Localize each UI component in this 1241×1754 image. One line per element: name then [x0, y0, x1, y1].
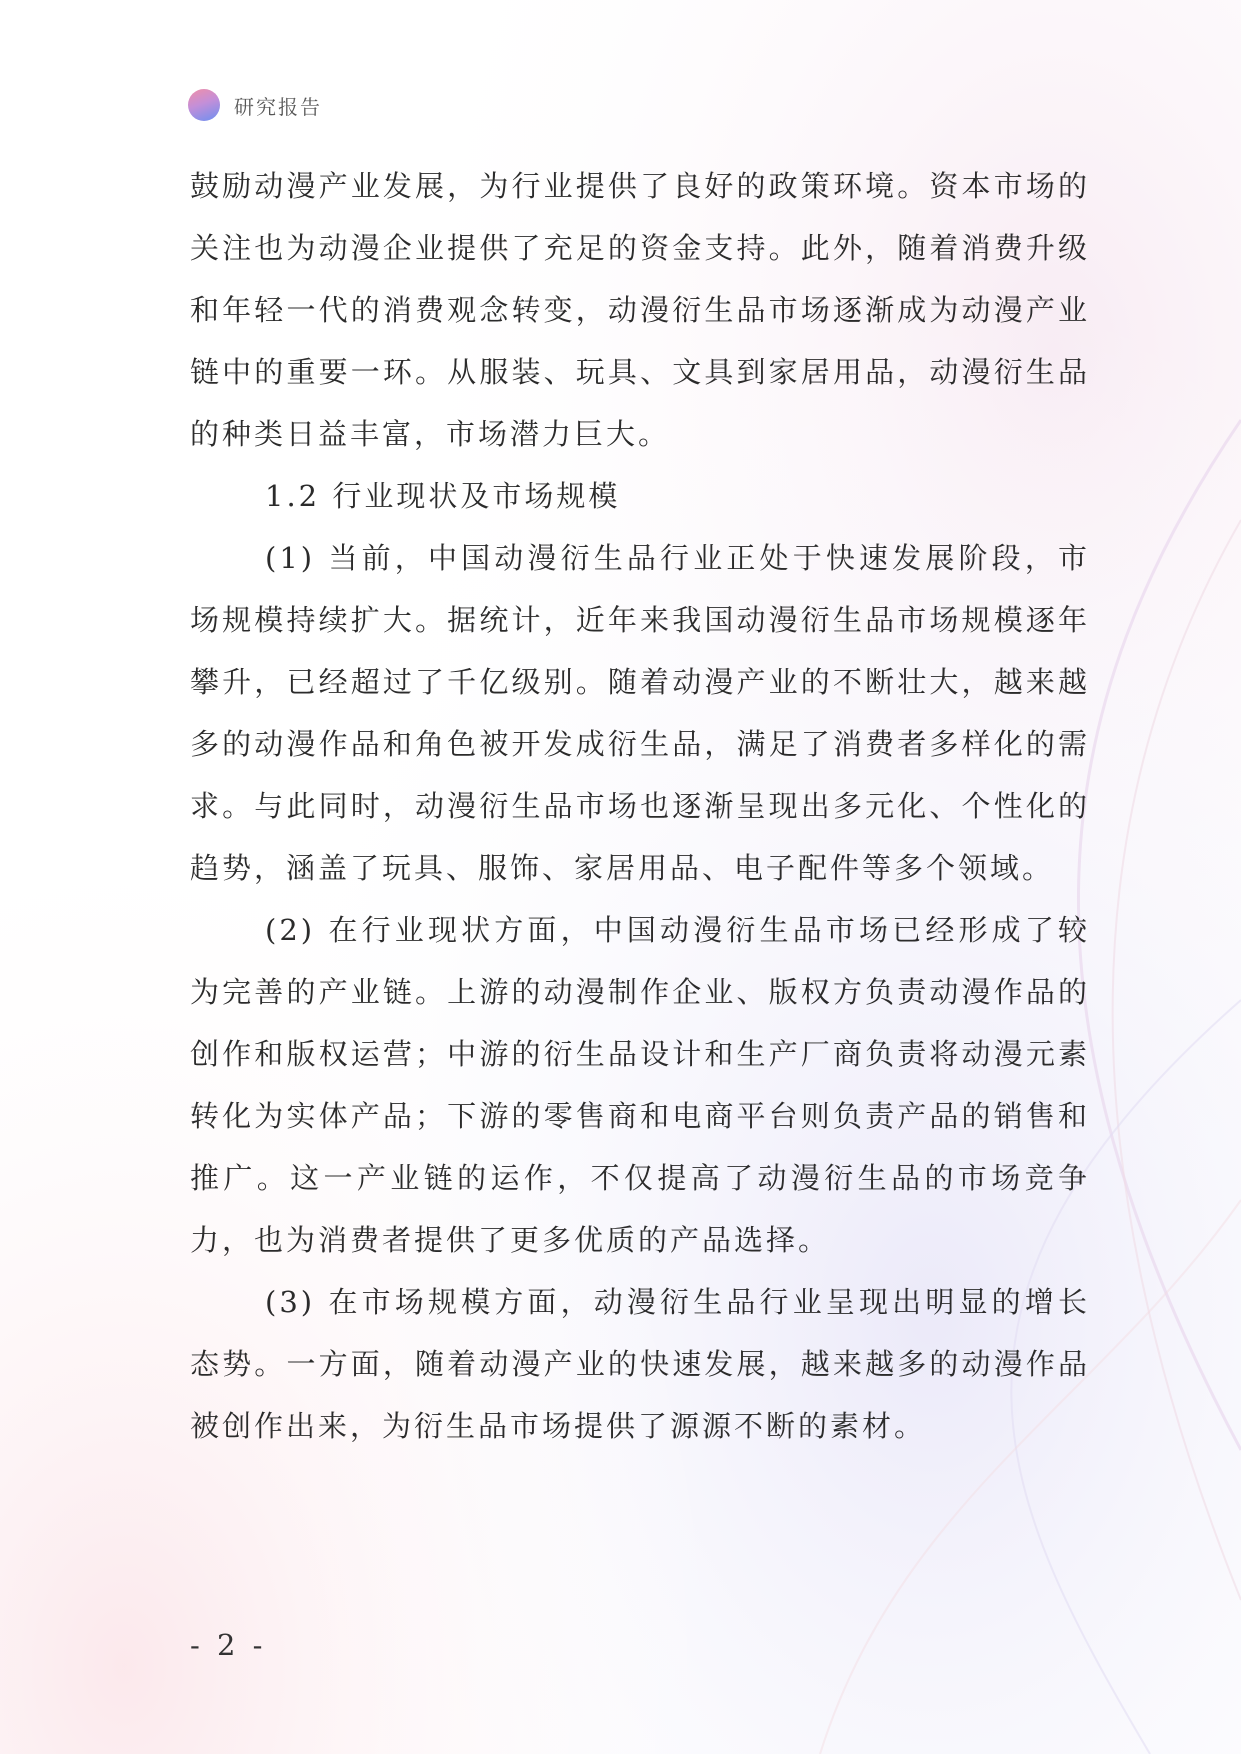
page-number: - 2 -	[190, 1628, 267, 1662]
section-heading: 1.2 行业现状及市场规模	[265, 479, 621, 513]
body-paragraph: (3) 在市场规模方面，动漫衍生品行业呈现出明显的增长态势。一方面，随着动漫产业的快速发展，越来越多的动漫作品被创作出来，为衍生品市场提供了源源不断的素材。	[190, 1285, 1090, 1443]
body-paragraph: (1) 当前，中国动漫衍生品行业正处于快速发展阶段，市场规模持续扩大。据统计，近年来我国动漫衍生品市场规模逐年攀升，已经超过了千亿级别。随着动漫产业的不断壮大，越来越多的动漫作品和角色被开发成衍生品，满足了消费者多样化的需求。与此同时，动漫衍生品市场也逐渐呈现出多元化、个性化的趋势，涵盖了玩具、服饰、家居用品、电子配件等多个领域。	[190, 541, 1090, 885]
body-paragraph: 鼓励动漫产业发展，为行业提供了良好的政策环境。资本市场的关注也为动漫企业提供了充足的资金支持。此外，随着消费升级和年轻一代的消费观念转变，动漫衍生品市场逐渐成为动漫产业链中的重要一环。从服装、玩具、文具到家居用品，动漫衍生品的种类日益丰富，市场潜力巨大。	[190, 169, 1090, 451]
report-logo-icon	[188, 89, 220, 121]
body-paragraph: (2) 在行业现状方面，中国动漫衍生品市场已经形成了较为完善的产业链。上游的动漫制作企业、版权方负责动漫作品的创作和版权运营；中游的衍生品设计和生产厂商负责将动漫元素转化为实体产品；下游的零售商和电商平台则负责产品的销售和推广。这一产业链的运作，不仅提高了动漫衍生品的市场竞争力，也为消费者提供了更多优质的产品选择。	[190, 913, 1090, 1257]
header-title: 研究报告	[234, 94, 322, 119]
report-header	[188, 88, 322, 122]
document-body	[190, 155, 1090, 1457]
